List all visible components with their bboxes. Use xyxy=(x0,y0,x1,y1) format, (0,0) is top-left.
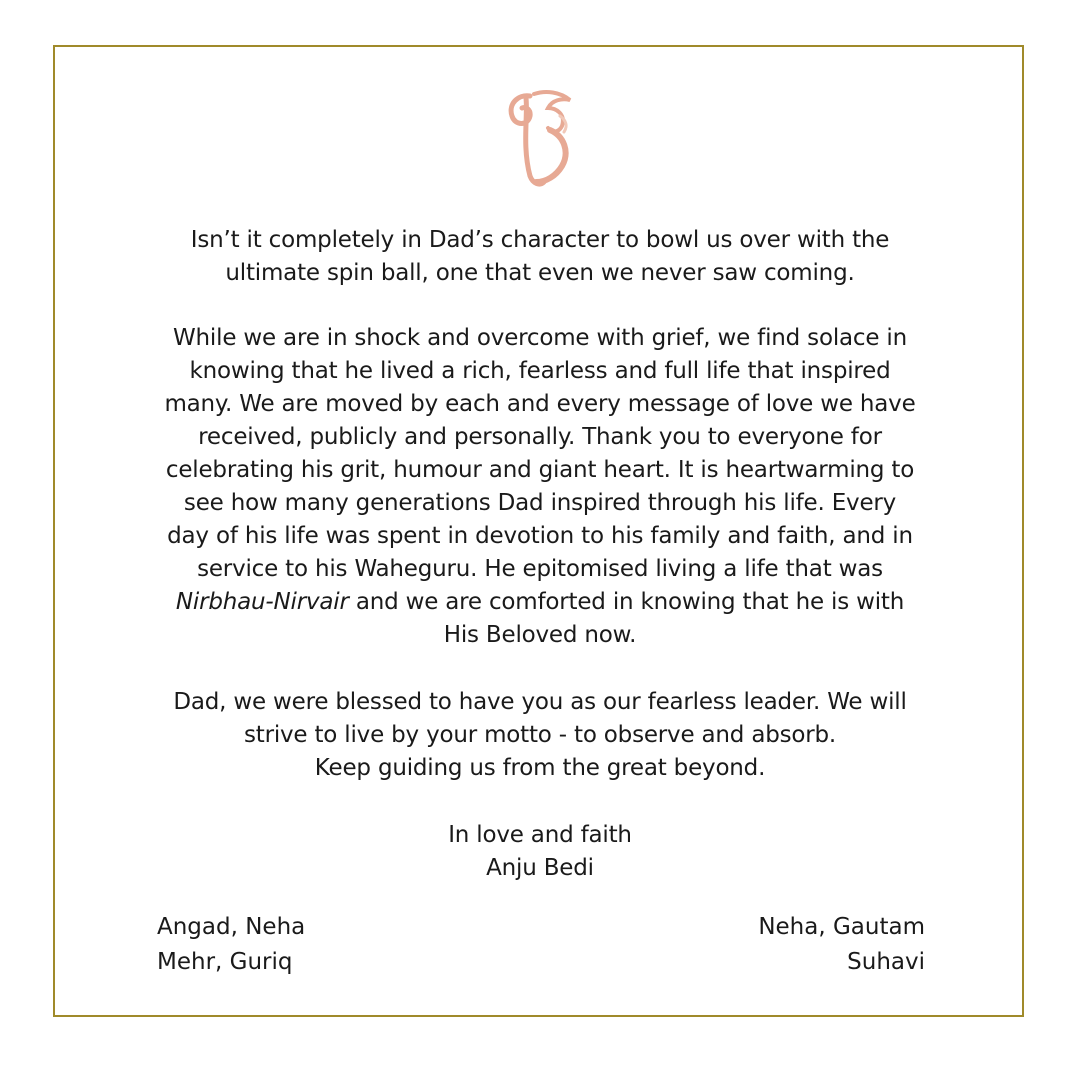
text-line: celebrating his grit, humour and giant heart. It is heartwarming to xyxy=(165,457,915,483)
signatory-name: Anju Bedi xyxy=(486,855,594,881)
closing-paragraph xyxy=(150,686,930,785)
closing-phrase: In love and faith xyxy=(448,822,632,848)
text-line: Isn’t it completely in Dad’s character to bowl us over with the xyxy=(190,227,890,253)
text-line: see how many generations Dad inspired through his life. Every xyxy=(183,490,897,516)
text-line: ultimate spin ball, one that even we never saw coming. xyxy=(225,260,855,286)
family-name-line: Neha, Gautam xyxy=(758,914,925,940)
family-name-line: Mehr, Guriq xyxy=(157,949,293,975)
text-line: Dad, we were blessed to have you as our fearless leader. We will xyxy=(173,689,907,715)
text-line: knowing that he lived a rich, fearless and full life that inspired xyxy=(189,358,891,384)
opening-paragraph xyxy=(150,224,930,290)
italic-phrase: Nirbhau-Nirvair xyxy=(175,589,349,615)
text-line: While we are in shock and overcome with grief, we find solace in xyxy=(173,325,907,351)
signoff xyxy=(150,819,930,885)
text-line: many. We are moved by each and every message of love we have xyxy=(164,391,916,417)
main-paragraph xyxy=(150,322,930,652)
text-line: received, publicly and personally. Thank you to everyone for xyxy=(198,424,882,450)
text-line: service to his Waheguru. He epitomised living a life that was xyxy=(197,556,883,582)
text-line: strive to live by your motto - to observe and absorb. xyxy=(243,722,837,748)
text-line-rest: and we are comforted in knowing that he is with xyxy=(348,589,905,615)
text-line: day of his life was spent in devotion to his family and faith, and in xyxy=(167,523,913,549)
family-names-right xyxy=(758,910,925,980)
family-name-line: Suhavi xyxy=(847,949,925,975)
family-names-left xyxy=(157,910,305,980)
text-line: His Beloved now. xyxy=(443,622,637,648)
family-name-line: Angad, Neha xyxy=(157,914,306,940)
text-line: Keep guiding us from the great beyond. xyxy=(314,755,766,781)
text-line xyxy=(150,586,930,619)
ik-onkar-icon xyxy=(500,86,580,192)
